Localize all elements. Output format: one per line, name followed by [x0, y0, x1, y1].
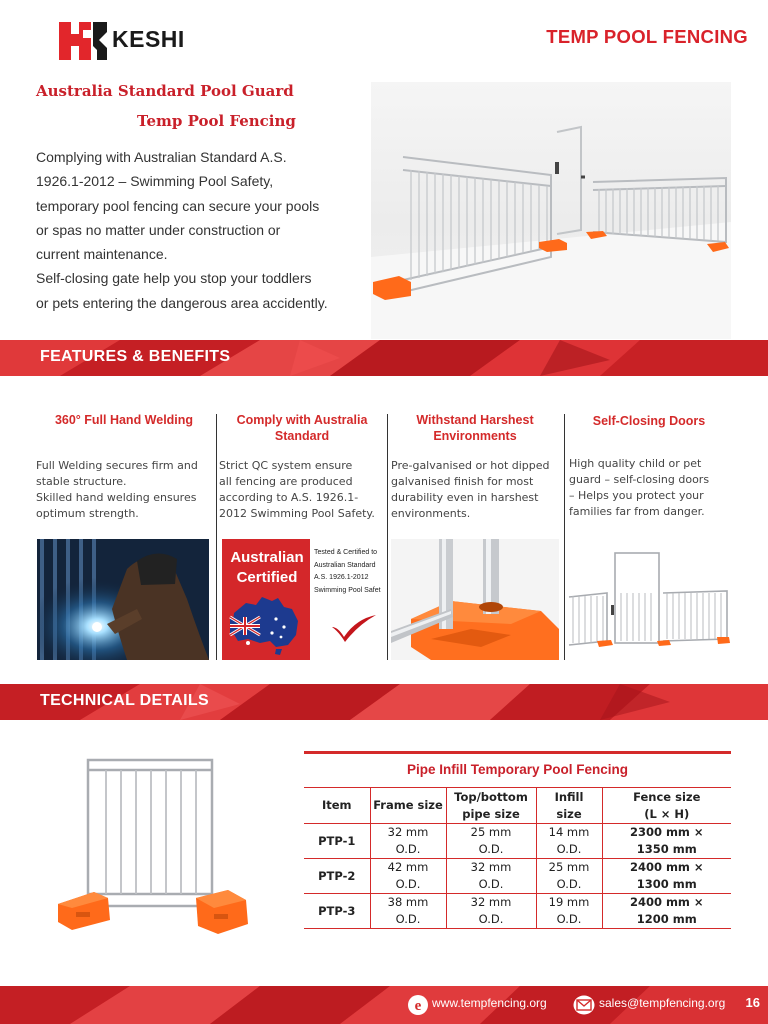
cell-item: PTP-3 [304, 894, 370, 929]
cell-infill: 25 mm O.D. [536, 859, 602, 894]
feature-line: 2012 Swimming Pool Safety. [219, 507, 375, 520]
cell-frame: 32 mm O.D. [370, 824, 446, 859]
feature-line: High quality child or pet [569, 457, 702, 470]
intro-line: or pets entering the dangerous area accidently. [36, 294, 328, 311]
feature-text-welding [36, 458, 214, 522]
features-band [0, 340, 768, 376]
page-title: TEMP POOL FENCING [546, 26, 748, 47]
intro-line: Complying with Australian Standard A.S. [36, 149, 287, 165]
cell-pipe: 32 mm O.D. [446, 894, 536, 929]
technical-band-label: TECHNICAL DETAILS [40, 692, 209, 709]
cell-pipe: 25 mm O.D. [446, 824, 536, 859]
note-line: Australian Standard [314, 561, 376, 569]
certified-note [314, 547, 383, 597]
table-row [304, 824, 731, 859]
note-line: Tested & Certified to [314, 549, 378, 556]
feature-title-welding: 360° Full Hand Welding [54, 413, 194, 427]
intro-line: Self-closing gate help you stop your toddlers [36, 270, 312, 287]
self-closing-gate-image [567, 549, 731, 653]
spec-table [304, 787, 731, 929]
badge-line: Australian [230, 549, 304, 566]
cell-fence: 2400 mm × 1200 mm [602, 894, 731, 929]
hero-fence-image [371, 82, 731, 339]
globe-icon [407, 994, 429, 1016]
footer-website-link[interactable]: www.tempfencing.org [432, 996, 547, 1010]
footer-band [0, 986, 768, 1024]
cell-infill: 14 mm O.D. [536, 824, 602, 859]
australia-map-icon [226, 595, 306, 657]
feature-line: optimum strength. [36, 507, 139, 520]
feature-line: Strict QC system ensure [219, 459, 353, 472]
intro-heading-line1: Australia Standard Pool Guard [36, 82, 294, 100]
header-infill-size: Infill size [536, 788, 602, 824]
cell-pipe: 32 mm O.D. [446, 859, 536, 894]
feature-line: durability even in harshest [391, 491, 539, 504]
feature-divider [564, 414, 565, 660]
certified-badge-image [222, 539, 383, 660]
intro-line: 1926.1-2012 – Swimming Pool Safety, [36, 173, 274, 190]
header-fence-size: Fence size (L × H) [602, 788, 731, 824]
features-band-label: FEATURES & BENEFITS [40, 348, 231, 365]
table-header-row [304, 788, 731, 824]
feature-divider [387, 414, 388, 660]
technical-band [0, 684, 768, 720]
feature-divider [216, 414, 217, 660]
table-row [304, 894, 731, 929]
table-row [304, 859, 731, 894]
feature-line: – Helps you protect your [569, 489, 704, 502]
cell-fence: 2300 mm × 1350 mm [602, 824, 731, 859]
intro-line: or spas no matter under construction or [36, 221, 281, 238]
feature-line: according to A.S. 1926.1- [219, 491, 359, 504]
feature-title-withstand: Withstand Harshest Environments [416, 413, 534, 443]
intro-line: current maintenance. [36, 246, 168, 263]
galvanised-foot-image [391, 539, 559, 660]
feature-line: stable structure. [36, 475, 127, 488]
feature-line: Full Welding secures firm and [36, 459, 198, 472]
footer-email-link[interactable]: sales@tempfencing.org [599, 996, 726, 1010]
feature-text-doors [569, 456, 739, 520]
page-number: 16 [745, 995, 760, 1010]
cell-item: PTP-1 [304, 824, 370, 859]
feature-text-withstand [391, 458, 561, 522]
feature-line: environments. [391, 507, 471, 520]
feature-line: Pre-galvanised or hot dipped [391, 459, 550, 472]
feature-line: Skilled hand welding ensures [36, 491, 197, 504]
svg-text:e: e [414, 998, 422, 1014]
header-frame-size: Frame size [370, 788, 446, 824]
feature-line: galvanised finish for most [391, 475, 534, 488]
header-item: Item [304, 788, 370, 824]
note-line: A.S. 1926.1-2012 [314, 574, 369, 581]
intro-heading-line2: Temp Pool Fencing [137, 112, 296, 130]
feature-title-doors: Self-Closing Doors [592, 414, 706, 428]
table-caption: Pipe Infill Temporary Pool Fencing [406, 762, 629, 777]
logo-text: KESHI [112, 26, 185, 52]
feature-title-comply: Comply with Australia Standard [236, 413, 368, 443]
feature-line: all fencing are produced [219, 475, 353, 488]
fence-panel-image [58, 752, 258, 942]
table-top-rule [304, 751, 731, 754]
cell-item: PTP-2 [304, 859, 370, 894]
cell-infill: 19 mm O.D. [536, 894, 602, 929]
cell-fence: 2400 mm × 1300 mm [602, 859, 731, 894]
feature-line: families far from danger. [569, 505, 705, 518]
checkmark-icon [330, 613, 378, 643]
mail-icon [573, 995, 595, 1015]
intro-line: temporary pool fencing can secure your pools [36, 197, 320, 214]
intro-paragraph [36, 145, 366, 315]
certified-badge-text [223, 548, 311, 588]
note-line: Swimming Pool Safet [314, 586, 381, 594]
cell-frame: 42 mm O.D. [370, 859, 446, 894]
header-pipe-size: Top/bottom pipe size [446, 788, 536, 824]
badge-line: Certified [236, 569, 298, 586]
cell-frame: 38 mm O.D. [370, 894, 446, 929]
feature-text-comply [219, 458, 387, 522]
feature-line: guard – self-closing doors [569, 473, 710, 486]
welding-image [37, 539, 209, 660]
